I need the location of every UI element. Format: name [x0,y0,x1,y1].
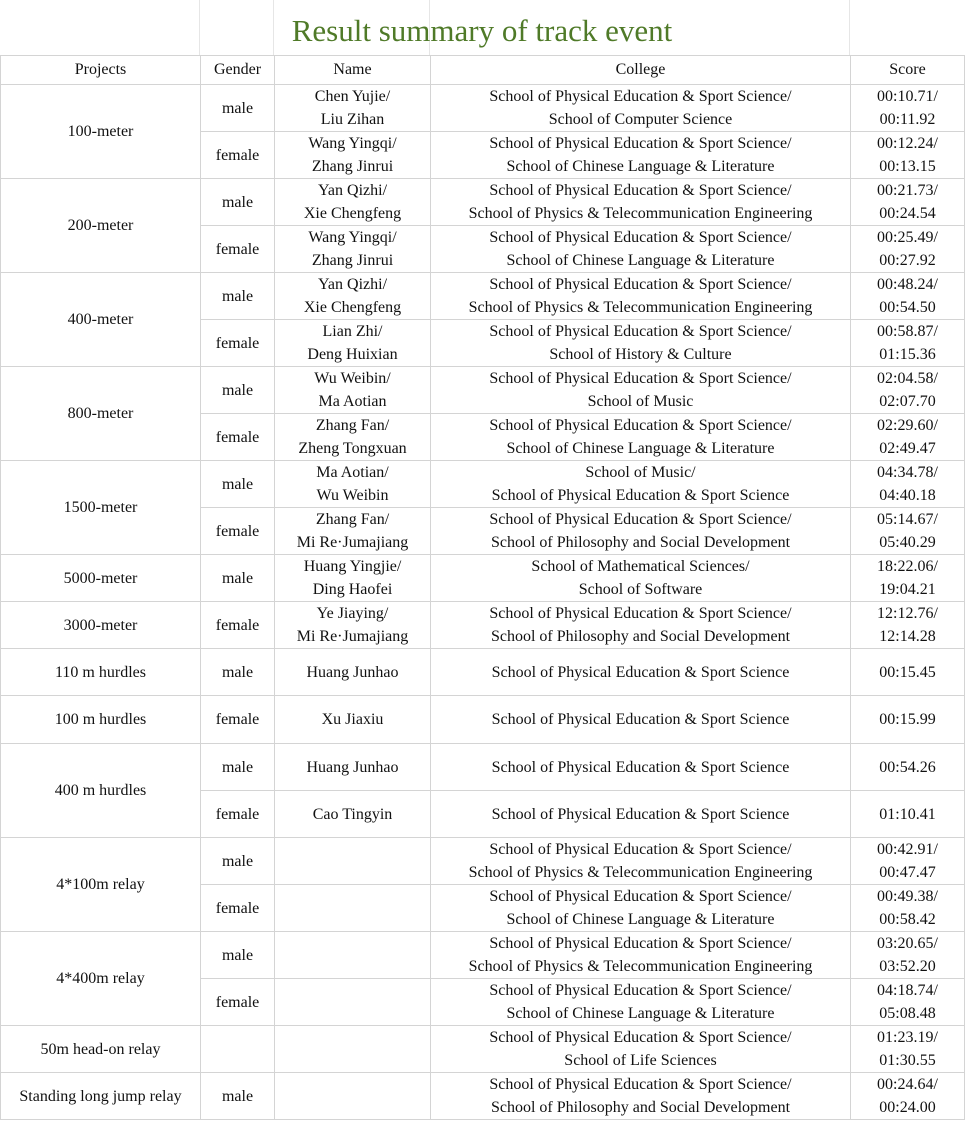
project-cell: 100 m hurdles [1,696,201,744]
score-cell [851,414,965,461]
score-cell [851,838,965,885]
college-cell-line: School of Physical Education & Sport Science/ [489,511,792,528]
name-cell-line: Lian Zhi/ [322,323,383,340]
score-cell [851,85,965,132]
score-cell-line: 04:40.18 [879,487,936,504]
score-cell-line: 12:14.28 [879,628,936,645]
gender-cell: female [201,132,275,179]
college-cell-line: School of Physical Education & Sport Science [491,758,790,776]
college-cell [431,226,851,273]
score-cell [851,1026,965,1073]
project-cell: 50m head-on relay [1,1026,201,1073]
college-cell-line: School of Physical Education & Sport Science/ [489,370,792,387]
project-cell: 800-meter [1,367,201,461]
header-row [1,56,965,85]
college-cell-line: School of Mathematical Sciences/ [531,558,750,575]
college-cell-line: School of Physics & Telecommunication Engineering [468,958,813,975]
college-cell-line: School of Physical Education & Sport Science/ [489,229,792,246]
name-cell-line: Zhang Fan/ [315,511,390,528]
college-cell-line: School of Physical Education & Sport Science/ [489,135,792,152]
college-cell [431,649,851,696]
score-cell-line: 02:07.70 [879,393,936,410]
score-cell-line: 12:12.76/ [877,605,938,622]
score-cell-line: 00:48.24/ [877,276,938,293]
table-row [1,696,965,744]
gender-cell: male [201,838,275,885]
score-cell-line: 00:24.00 [879,1099,936,1116]
name-cell-line: Yan Qizhi/ [317,276,388,293]
name-cell-line: Ma Aotian [318,393,387,410]
table-row [1,649,965,696]
name-cell [275,132,431,179]
name-cell-line: Ye Jiaying/ [316,605,389,622]
college-cell-line: School of Physics & Telecommunication Engineering [468,205,813,222]
name-cell-line: Wang Yingqi/ [308,229,397,246]
score-cell [851,649,965,696]
table-row [1,461,965,508]
name-cell-line: Wang Yingqi/ [308,135,397,152]
table-row [1,1073,965,1120]
score-cell-line: 02:29.60/ [877,417,938,434]
name-cell [275,1073,431,1120]
gender-cell: male [201,744,275,791]
college-cell-line: School of Chinese Language & Literature [506,252,775,269]
table-row [1,367,965,414]
college-cell [431,1026,851,1073]
project-cell: 4*100m relay [1,838,201,932]
gender-cell: male [201,932,275,979]
table-row [1,932,965,979]
score-cell [851,461,965,508]
college-cell-line: School of Physical Education & Sport Science/ [489,417,792,434]
gender-cell: female [201,226,275,273]
name-cell-line: Zhang Fan/ [315,417,390,434]
name-cell [275,838,431,885]
project-cell: 4*400m relay [1,932,201,1026]
college-cell [431,273,851,320]
college-cell-line: School of Philosophy and Social Development [490,534,791,551]
gender-cell: female [201,979,275,1026]
score-cell-line: 00:49.38/ [877,888,938,905]
college-cell-line: School of Physical Education & Sport Science [491,805,790,823]
score-cell-line: 04:34.78/ [877,464,938,481]
gender-cell: male [201,461,275,508]
college-cell [431,791,851,838]
table-row [1,1026,965,1073]
name-cell [275,649,431,696]
table-row [1,555,965,602]
gender-cell: male [201,85,275,132]
college-cell-line: School of Computer Science [548,111,733,128]
college-cell [431,508,851,555]
college-cell-line: School of Chinese Language & Literature [506,158,775,175]
score-cell-line: 00:21.73/ [877,182,938,199]
gender-cell: male [201,179,275,226]
score-cell [851,744,965,791]
college-cell-line: School of Philosophy and Social Development [490,1099,791,1116]
college-cell [431,744,851,791]
name-cell-line: Huang Yingjie/ [303,558,402,575]
college-cell [431,885,851,932]
name-cell [275,367,431,414]
score-cell [851,1073,965,1120]
name-cell-line: Xu Jiaxiu [321,711,384,728]
score-cell-line: 05:08.48 [879,1005,936,1022]
name-cell-line: Wu Weibin/ [314,370,391,387]
table-row [1,179,965,226]
score-cell [851,791,965,838]
score-cell-line: 00:15.99 [879,711,936,728]
score-cell-line: 00:58.87/ [877,323,938,340]
name-cell-line: Deng Huixian [307,346,398,363]
gender-cell: male [201,1073,275,1120]
gender-cell: female [201,791,275,838]
column-header-projects: Projects [1,56,201,85]
score-cell-line: 00:25.49/ [877,229,938,246]
college-cell [431,367,851,414]
project-cell: 1500-meter [1,461,201,555]
gender-cell: female [201,414,275,461]
college-cell [431,838,851,885]
score-cell [851,226,965,273]
college-cell-line: School of Physical Education & Sport Science/ [489,323,792,340]
name-cell [275,508,431,555]
table-row [1,602,965,649]
name-cell [275,979,431,1026]
gender-cell: male [201,367,275,414]
gender-cell: male [201,649,275,696]
gender-cell: female [201,885,275,932]
score-cell-line: 01:15.36 [879,346,936,363]
college-cell-line: School of Physical Education & Sport Science/ [489,276,792,293]
college-cell-line: School of Music [587,393,694,410]
college-cell-line: School of Physical Education & Sport Science [491,663,790,681]
name-cell-line: Cao Tingyin [312,805,393,823]
score-cell-line: 04:18.74/ [877,982,938,999]
table-row [1,838,965,885]
college-cell [431,696,851,744]
gender-cell: female [201,602,275,649]
project-cell: 3000-meter [1,602,201,649]
name-cell-line: Ma Aotian/ [316,464,389,481]
name-cell [275,179,431,226]
name-cell [275,696,431,744]
college-cell [431,461,851,508]
name-cell [275,744,431,791]
college-cell-line: School of Physical Education & Sport Science/ [489,1076,792,1093]
score-cell-line: 00:24.64/ [877,1076,938,1093]
college-cell-line: School of History & Culture [549,346,732,363]
score-cell-line: 03:20.65/ [877,935,938,952]
sheet-title: Result summary of track event [291,13,673,48]
score-cell-line: 03:52.20 [879,958,936,975]
name-cell [275,226,431,273]
name-cell [275,791,431,838]
college-cell [431,555,851,602]
name-cell [275,1026,431,1073]
name-cell-line: Xie Chengfeng [303,299,402,316]
college-cell [431,414,851,461]
score-cell-line: 00:27.92 [879,252,936,269]
name-cell [275,320,431,367]
name-cell-line: Huang Junhao [306,663,399,681]
score-cell-line: 00:15.45 [879,663,936,681]
name-cell-line: Mi Re·Jumajiang [296,534,409,551]
score-cell [851,367,965,414]
score-cell-line: 00:54.50 [879,299,936,316]
column-header-score: Score [851,56,965,85]
score-cell-line: 00:42.91/ [877,841,938,858]
score-cell [851,696,965,744]
college-cell [431,85,851,132]
title-row [0,0,964,56]
name-cell-line: Chen Yujie/ [314,88,391,105]
college-cell-line: School of Physical Education & Sport Science/ [489,935,792,952]
college-cell [431,320,851,367]
score-cell-line: 01:23.19/ [877,1029,938,1046]
college-cell-line: School of Chinese Language & Literature [506,1005,775,1022]
project-cell: 110 m hurdles [1,649,201,696]
gender-cell: female [201,696,275,744]
name-cell [275,555,431,602]
name-cell-line: Zhang Jinrui [311,252,394,269]
score-cell [851,885,965,932]
score-cell [851,320,965,367]
score-cell-line: 02:04.58/ [877,370,938,387]
gender-cell: male [201,555,275,602]
name-cell-line: Zhang Jinrui [311,158,394,175]
college-cell [431,602,851,649]
column-header-gender: Gender [201,56,275,85]
college-cell-line: School of Physical Education & Sport Science/ [489,88,792,105]
score-cell-line: 02:49.47 [879,440,936,457]
gender-cell: male [201,273,275,320]
college-cell [431,979,851,1026]
name-cell-line: Wu Weibin [316,487,389,504]
project-cell: Standing long jump relay [1,1073,201,1120]
score-cell [851,555,965,602]
college-cell-line: School of Physical Education & Sport Science [491,711,790,728]
college-cell-line: School of Music/ [585,464,696,481]
table-row [1,85,965,132]
name-cell [275,602,431,649]
score-cell-line: 00:10.71/ [877,88,938,105]
score-cell-line: 01:10.41 [879,805,936,823]
score-cell-line: 05:14.67/ [877,511,938,528]
score-cell-line: 05:40.29 [879,534,936,551]
college-cell-line: School of Physical Education & Sport Science/ [489,1029,792,1046]
name-cell [275,885,431,932]
score-cell-line: 00:13.15 [879,158,936,175]
score-cell-line: 00:58.42 [879,911,936,928]
name-cell [275,414,431,461]
name-cell [275,273,431,320]
college-cell-line: School of Physical Education & Sport Science/ [489,182,792,199]
name-cell-line: Mi Re·Jumajiang [296,628,409,645]
score-cell-line: 00:11.92 [879,111,936,128]
college-cell [431,132,851,179]
score-cell-line: 00:24.54 [879,205,936,222]
score-cell-line: 00:12.24/ [877,135,938,152]
project-cell: 400-meter [1,273,201,367]
score-cell-line: 00:47.47 [879,864,936,881]
name-cell-line: Liu Zihan [320,111,385,128]
name-cell-line: Xie Chengfeng [303,205,402,222]
score-cell-line: 00:54.26 [879,758,936,776]
college-cell-line: School of Physical Education & Sport Science/ [489,888,792,905]
table-row [1,744,965,791]
name-cell-line: Ding Haofei [312,581,393,598]
score-cell-line: 18:22.06/ [877,558,938,575]
name-cell [275,461,431,508]
project-cell: 100-meter [1,85,201,179]
college-cell-line: School of Physical Education & Sport Science/ [489,605,792,622]
score-cell-line: 19:04.21 [879,581,936,598]
college-cell-line: School of Software [578,581,703,598]
column-header-name: Name [275,56,431,85]
college-cell-line: School of Life Sciences [564,1052,717,1069]
name-cell-line: Zheng Tongxuan [298,440,407,457]
name-cell-line: Huang Junhao [306,758,399,776]
score-cell [851,932,965,979]
name-cell [275,85,431,132]
college-cell [431,932,851,979]
name-cell [275,932,431,979]
name-cell-line: Yan Qizhi/ [317,182,388,199]
score-cell [851,273,965,320]
college-cell-line: School of Philosophy and Social Development [490,628,791,645]
results-table [0,55,965,1120]
score-cell [851,508,965,555]
gender-cell [201,1026,275,1073]
college-cell [431,179,851,226]
score-cell-line: 01:30.55 [879,1052,936,1069]
college-cell-line: School of Physical Education & Sport Science/ [489,982,792,999]
score-cell [851,179,965,226]
score-cell [851,132,965,179]
project-cell: 400 m hurdles [1,744,201,838]
college-cell-line: School of Physics & Telecommunication Engineering [468,864,813,881]
score-cell [851,979,965,1026]
college-cell-line: School of Chinese Language & Literature [506,440,775,457]
table-row [1,273,965,320]
score-cell [851,602,965,649]
college-cell-line: School of Chinese Language & Literature [506,911,775,928]
college-cell-line: School of Physical Education & Sport Science/ [489,841,792,858]
project-cell: 200-meter [1,179,201,273]
college-cell [431,1073,851,1120]
gender-cell: female [201,320,275,367]
college-cell-line: School of Physical Education & Sport Science [491,487,790,504]
gender-cell: female [201,508,275,555]
column-header-college: College [431,56,851,85]
college-cell-line: School of Physics & Telecommunication Engineering [468,299,813,316]
project-cell: 5000-meter [1,555,201,602]
